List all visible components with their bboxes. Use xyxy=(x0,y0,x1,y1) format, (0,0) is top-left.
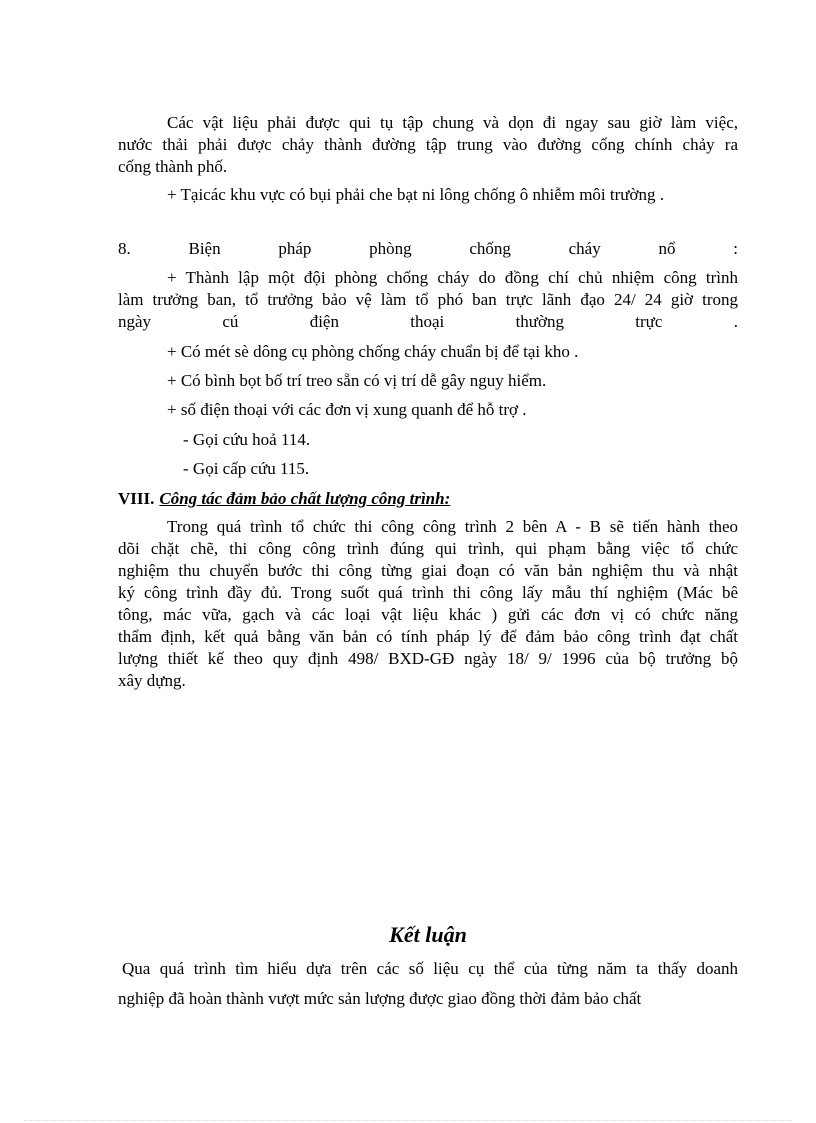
text-line: làm trưởng ban, tổ trưởng bảo vệ làm tổ phó ban trực lãnh đạo 24/ 24 giờ trong xyxy=(118,290,738,309)
heading-word: phòng xyxy=(369,239,412,258)
heading-word: cháy xyxy=(568,239,601,258)
fire-equipment-item: + Có mét sè dông cụ phòng chống cháy chuẩn bị để tại kho . xyxy=(167,342,579,361)
section-8-heading xyxy=(118,238,738,260)
section-title: Công tác đảm bảo chất lượng công trình: xyxy=(159,489,451,508)
heading-word: nổ xyxy=(658,239,676,258)
ambulance-hotline-item: - Gọi cấp cứu 115. xyxy=(183,459,310,478)
fire-extinguisher-item: + Có bình bọt bố trí treo sẵn có vị trí dễ gây nguy hiểm. xyxy=(167,371,547,390)
section-number: VIII. xyxy=(118,489,155,508)
text-line: lượng thiết kế theo quy định 498/ BXD-GĐ ngày 18/ 9/ 1996 của bộ trưởng bộ xyxy=(118,649,738,668)
heading-word: Biện xyxy=(188,239,221,258)
heading-word: : xyxy=(733,239,738,258)
heading-word: pháp xyxy=(278,239,312,258)
page-bottom-rule xyxy=(24,1120,792,1121)
phone-numbers-item: + số điện thoại với các đơn vị xung quanh để hỗ trợ . xyxy=(167,400,527,419)
text-line: thẩm định, kết quả bằng văn bản có tính pháp lý để đảm bảo công trình đạt chất xyxy=(118,627,738,646)
text-line: nước thải phải được chảy thành đường tập trung vào đường cống chính chảy ra xyxy=(118,135,738,154)
section-viii-heading xyxy=(118,488,450,510)
text-line: ký công trình đầy đủ. Trong suốt quá trình thi công lấy mẫu thí nghiệm (Mác bê xyxy=(118,583,738,602)
text-line: tông, mác vữa, gạch và các loại vật liệu khác ) gửi các đơn vị có chức năng xyxy=(118,605,738,624)
text-line: Các vật liệu phải được qui tụ tập chung và dọn đi ngay sau giờ làm việc, xyxy=(167,113,738,132)
text-line: Trong quá trình tổ chức thi công công trình 2 bên A - B sẽ tiến hành theo xyxy=(167,517,738,536)
text-line: cống thành phố. xyxy=(118,157,228,176)
heading-word: chống xyxy=(469,239,511,258)
conclusion-title: Kết luận xyxy=(389,922,467,947)
text-line: nghiệm thu chuyển bước thi công từng giai đoạn có văn bản nghiệm thu và nhật xyxy=(118,561,738,580)
heading-word: 8. xyxy=(118,239,131,258)
text-line: nghiệp đã hoàn thành vượt mức sản lượng được giao đồng thời đảm bảo chất xyxy=(118,989,642,1008)
text-line: dõi chặt chẽ, thi công công trình đúng qui trình, qui phạm bằng việc tổ chức xyxy=(118,539,738,558)
fire-hotline-item: - Gọi cứu hoả 114. xyxy=(183,430,311,449)
text-line: + Thành lập một đội phòng chống cháy do đồng chí chủ nhiệm công trình xyxy=(167,268,738,287)
text-line: xây dựng. xyxy=(118,671,186,690)
bullet-dust-cover: + Tạicác khu vực có bụi phải che bạt ni lông chống ô nhiễm môi trường . xyxy=(167,185,664,204)
text-line: Qua quá trình tìm hiểu dựa trên các số liệu cụ thể của từng năm ta thấy doanh xyxy=(122,959,738,978)
text-line: ngày cú điện thoại thường trực . xyxy=(118,312,738,331)
